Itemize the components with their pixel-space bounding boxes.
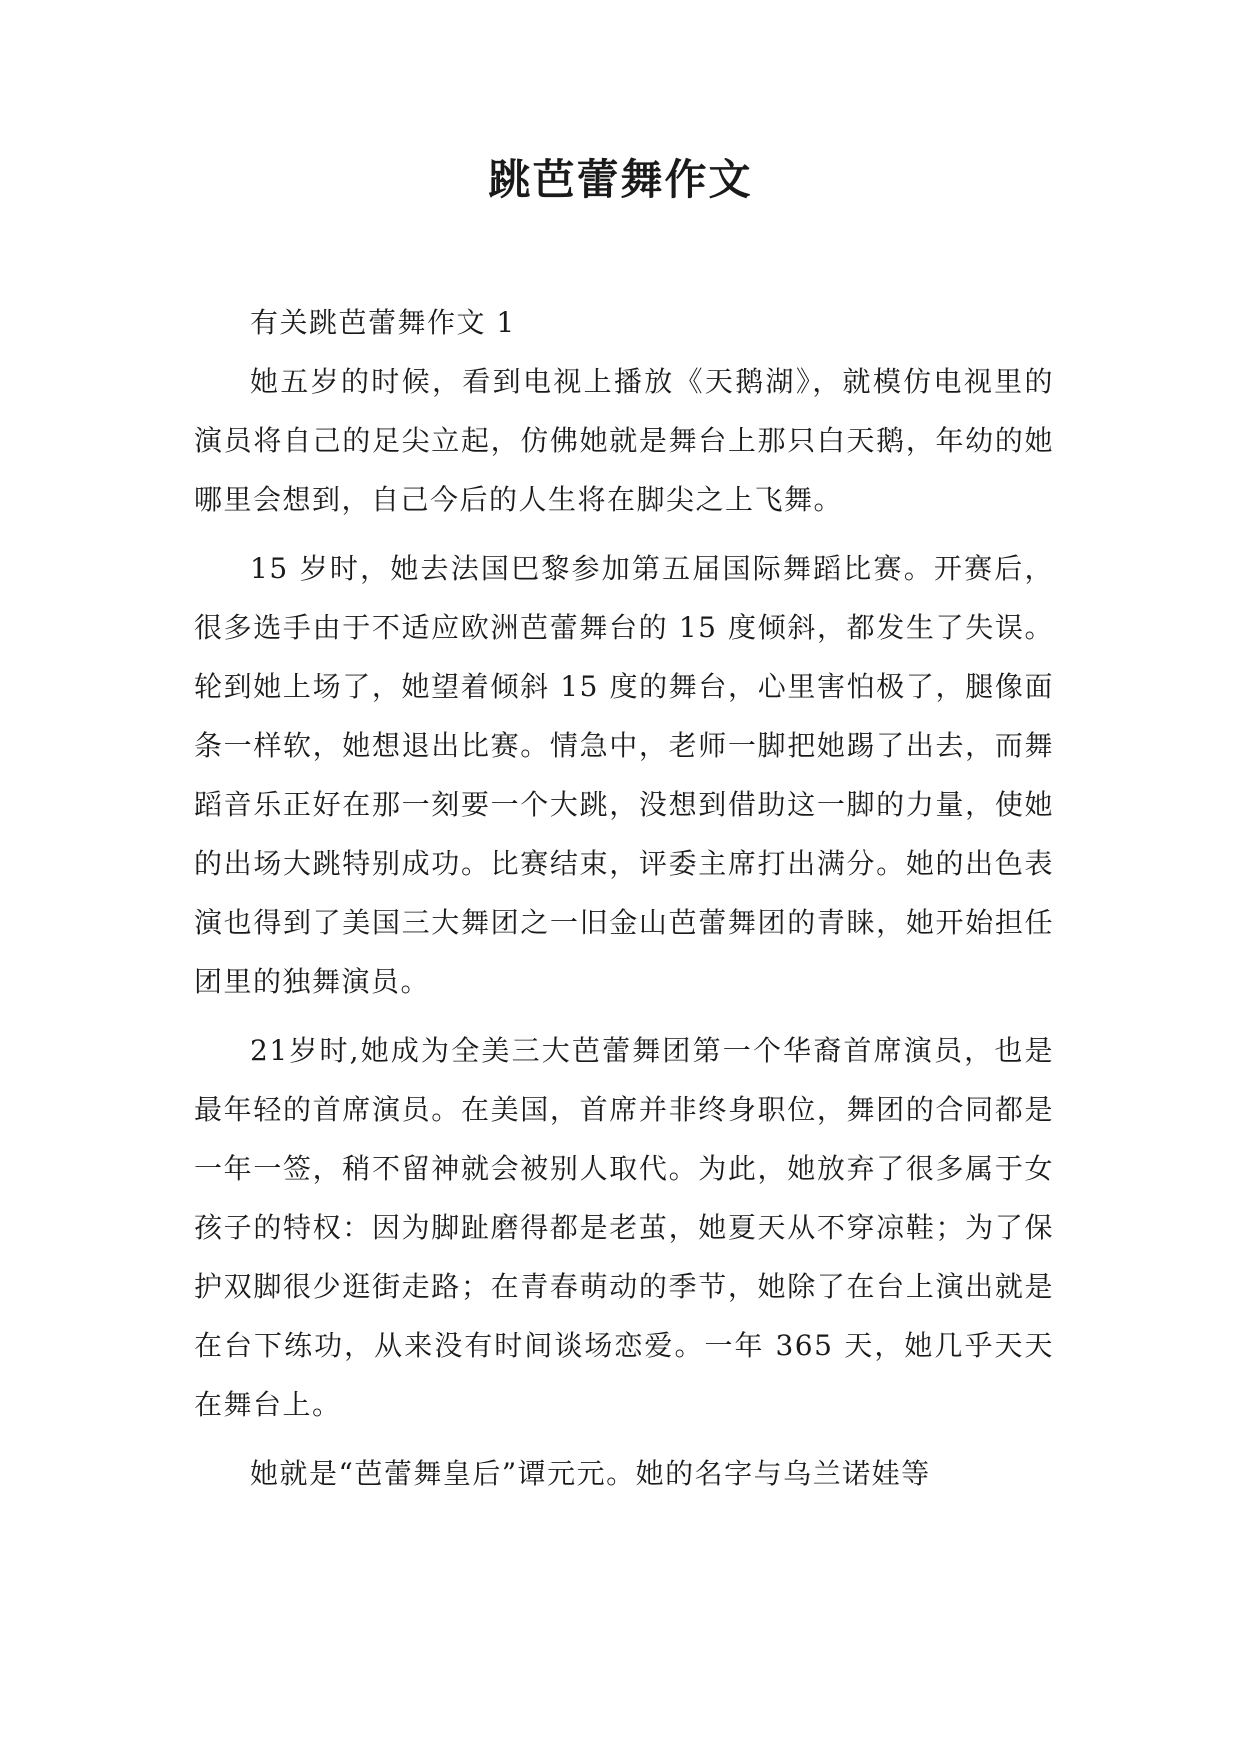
document-body	[194, 294, 1054, 1513]
section-subtitle: 有关跳芭蕾舞作文 1	[250, 306, 516, 339]
paragraph: 她五岁的时候，看到电视上播放《天鹅湖》，就模仿电视里的演员将自己的足尖立起，仿佛她就是舞台上那只白天鹅，年幼的她哪里会想到，自己今后的人生将在脚尖之上飞舞。	[194, 365, 1054, 516]
paragraph: 15 岁时，她去法国巴黎参加第五届国际舞蹈比赛。开赛后，很多选手由于不适应欧洲芭蕾舞台的 15 度倾斜，都发生了失误。轮到她上场了，她望着倾斜 15 度的舞台，心里害怕极了，腿像面条一样软，她想退出比赛。情急中，老师一脚把她踢了出去，而舞蹈音乐正好在那一刻要一个大跳，没想到借助这一脚的力量，使她的出场大跳特别成功。比赛结束，评委主席打出满分。她的出色表演也得到了美国三大舞团之一旧金山芭蕾舞团的青睐，她开始担任团里的独舞演员。	[194, 552, 1054, 998]
document-title: 跳芭蕾舞作文	[488, 155, 753, 204]
paragraph: 她就是“芭蕾舞皇后”谭元元。她的名字与乌兰诺娃等	[250, 1457, 931, 1490]
paragraph: 21岁时,她成为全美三大芭蕾舞团第一个华裔首席演员，也是最年轻的首席演员。在美国，首席并非终身职位，舞团的合同都是一年一签，稍不留神就会被别人取代。为此，她放弃了很多属于女孩子的特权：因为脚趾磨得都是老茧，她夏天从不穿凉鞋；为了保护双脚很少逛街走路；在青春萌动的季节，她除了在台上演出就是在台下练功，从来没有时间谈场恋爱。一年 365 天，她几乎天天在舞台上。	[194, 1034, 1054, 1421]
